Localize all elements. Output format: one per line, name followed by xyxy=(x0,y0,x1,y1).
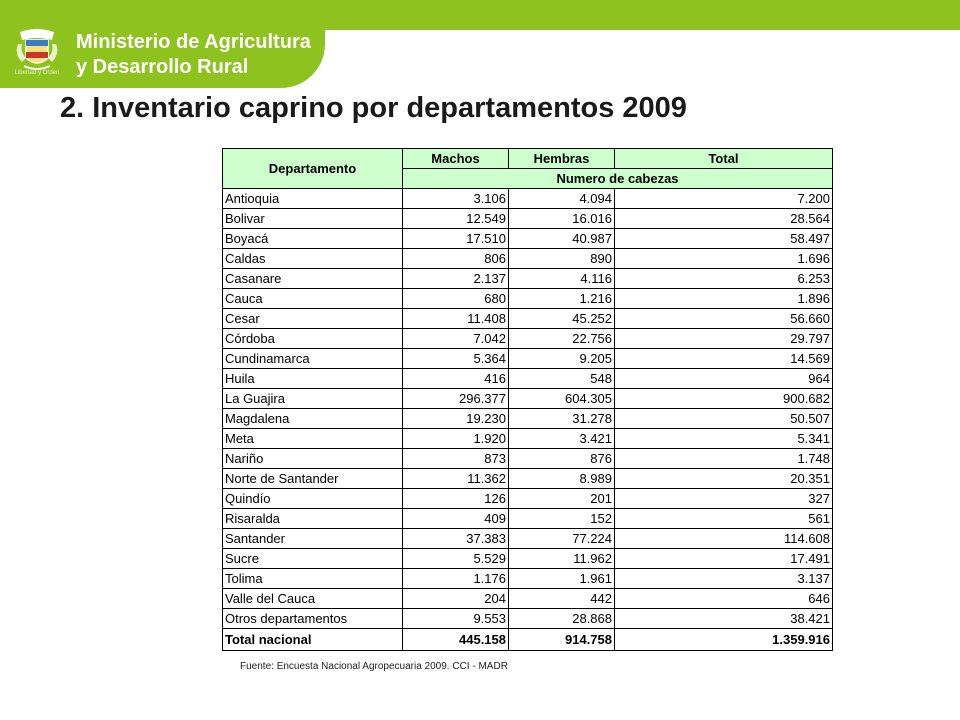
table-row xyxy=(223,589,833,609)
cell-machos: 9.553 xyxy=(403,609,509,629)
cell-departamento: Sucre xyxy=(223,549,403,569)
cell-hembras: 4.094 xyxy=(509,189,615,209)
cell-departamento: Casanare xyxy=(223,269,403,289)
cell-departamento: Cauca xyxy=(223,289,403,309)
cell-departamento: Nariño xyxy=(223,449,403,469)
cell-machos: 5.364 xyxy=(403,349,509,369)
table-header-row xyxy=(223,149,833,169)
ministry-brand-banner xyxy=(0,0,325,88)
cell-departamento: Valle del Cauca xyxy=(223,589,403,609)
cell-hembras: 876 xyxy=(509,449,615,469)
cell-total: 561 xyxy=(615,509,833,529)
cell-departamento: Quindío xyxy=(223,489,403,509)
table-row xyxy=(223,469,833,489)
cell-machos: 409 xyxy=(403,509,509,529)
cell-total: 58.497 xyxy=(615,229,833,249)
cell-total: 1.696 xyxy=(615,249,833,269)
seal-motto: Libertad y Orden xyxy=(14,70,60,76)
cell-hembras: 201 xyxy=(509,489,615,509)
cell-machos: 416 xyxy=(403,369,509,389)
cell-total: 38.421 xyxy=(615,609,833,629)
goat-inventory-table xyxy=(222,148,833,651)
total-label: Total nacional xyxy=(223,629,403,651)
cell-hembras: 152 xyxy=(509,509,615,529)
table-row xyxy=(223,429,833,449)
header-departamento: Departamento xyxy=(223,149,403,189)
table-row xyxy=(223,529,833,549)
cell-departamento: Risaralda xyxy=(223,509,403,529)
cell-hembras: 11.962 xyxy=(509,549,615,569)
table-row xyxy=(223,209,833,229)
cell-hembras: 28.868 xyxy=(509,609,615,629)
table-row xyxy=(223,309,833,329)
cell-hembras: 16.016 xyxy=(509,209,615,229)
cell-hembras: 890 xyxy=(509,249,615,269)
page-title: 2. Inventario caprino por departamentos 2009 xyxy=(60,92,687,124)
table-row xyxy=(223,409,833,429)
cell-total: 646 xyxy=(615,589,833,609)
cell-hembras: 77.224 xyxy=(509,529,615,549)
cell-departamento: Otros departamentos xyxy=(223,609,403,629)
table-row xyxy=(223,249,833,269)
cell-machos: 11.408 xyxy=(403,309,509,329)
header-total: Total xyxy=(615,149,833,169)
cell-departamento: Cesar xyxy=(223,309,403,329)
cell-machos: 1.920 xyxy=(403,429,509,449)
header-hembras: Hembras xyxy=(509,149,615,169)
cell-hembras: 442 xyxy=(509,589,615,609)
cell-machos: 126 xyxy=(403,489,509,509)
cell-machos: 1.176 xyxy=(403,569,509,589)
cell-total: 5.341 xyxy=(615,429,833,449)
cell-total: 900.682 xyxy=(615,389,833,409)
cell-departamento: Bolivar xyxy=(223,209,403,229)
cell-machos: 806 xyxy=(403,249,509,269)
table-row xyxy=(223,329,833,349)
colombia-coat-of-arms-icon xyxy=(12,28,62,74)
table-row xyxy=(223,269,833,289)
total-row xyxy=(223,629,833,651)
cell-hembras: 1.961 xyxy=(509,569,615,589)
table-row xyxy=(223,449,833,469)
cell-machos: 17.510 xyxy=(403,229,509,249)
cell-machos: 12.549 xyxy=(403,209,509,229)
cell-departamento: Cundinamarca xyxy=(223,349,403,369)
cell-departamento: Meta xyxy=(223,429,403,449)
cell-total: 14.569 xyxy=(615,349,833,369)
cell-departamento: Córdoba xyxy=(223,329,403,349)
table-row xyxy=(223,609,833,629)
cell-hembras: 22.756 xyxy=(509,329,615,349)
table-row xyxy=(223,509,833,529)
cell-machos: 680 xyxy=(403,289,509,309)
source-note: Fuente: Encuesta Nacional Agropecuaria 2009. CCI - MADR xyxy=(240,661,508,672)
cell-departamento: Norte de Santander xyxy=(223,469,403,489)
cell-total: 7.200 xyxy=(615,189,833,209)
cell-machos: 19.230 xyxy=(403,409,509,429)
table-row xyxy=(223,549,833,569)
cell-machos: 204 xyxy=(403,589,509,609)
cell-total: 20.351 xyxy=(615,469,833,489)
cell-total: 964 xyxy=(615,369,833,389)
cell-hembras: 1.216 xyxy=(509,289,615,309)
cell-machos: 2.137 xyxy=(403,269,509,289)
cell-departamento: Tolima xyxy=(223,569,403,589)
cell-machos: 296.377 xyxy=(403,389,509,409)
cell-hembras: 3.421 xyxy=(509,429,615,449)
cell-departamento: Caldas xyxy=(223,249,403,269)
header-unit: Numero de cabezas xyxy=(403,169,833,189)
cell-total: 28.564 xyxy=(615,209,833,229)
cell-total: 56.660 xyxy=(615,309,833,329)
cell-total: 29.797 xyxy=(615,329,833,349)
cell-departamento: Antioquia xyxy=(223,189,403,209)
table-row xyxy=(223,349,833,369)
cell-machos: 873 xyxy=(403,449,509,469)
cell-departamento: Boyacá xyxy=(223,229,403,249)
cell-total: 3.137 xyxy=(615,569,833,589)
cell-total: 114.608 xyxy=(615,529,833,549)
ministry-name-line1: Ministerio de Agricultura xyxy=(76,31,311,53)
cell-departamento: La Guajira xyxy=(223,389,403,409)
table-row xyxy=(223,389,833,409)
table-row xyxy=(223,229,833,249)
table-body xyxy=(223,189,833,629)
table-row xyxy=(223,569,833,589)
cell-machos: 3.106 xyxy=(403,189,509,209)
cell-machos: 37.383 xyxy=(403,529,509,549)
cell-hembras: 9.205 xyxy=(509,349,615,369)
ministry-name xyxy=(76,30,326,80)
ministry-name-line2: y Desarrollo Rural xyxy=(76,56,249,78)
cell-departamento: Santander xyxy=(223,529,403,549)
cell-hembras: 31.278 xyxy=(509,409,615,429)
cell-hembras: 604.305 xyxy=(509,389,615,409)
cell-hembras: 8.989 xyxy=(509,469,615,489)
table-row xyxy=(223,369,833,389)
cell-machos: 11.362 xyxy=(403,469,509,489)
cell-total: 1.748 xyxy=(615,449,833,469)
cell-hembras: 40.987 xyxy=(509,229,615,249)
cell-total: 50.507 xyxy=(615,409,833,429)
cell-hembras: 45.252 xyxy=(509,309,615,329)
total-machos: 445.158 xyxy=(403,629,509,651)
cell-machos: 5.529 xyxy=(403,549,509,569)
total-hembras: 914.758 xyxy=(509,629,615,651)
cell-departamento: Huila xyxy=(223,369,403,389)
cell-departamento: Magdalena xyxy=(223,409,403,429)
cell-total: 1.896 xyxy=(615,289,833,309)
table-row xyxy=(223,489,833,509)
cell-total: 17.491 xyxy=(615,549,833,569)
cell-hembras: 4.116 xyxy=(509,269,615,289)
table-row xyxy=(223,289,833,309)
cell-hembras: 548 xyxy=(509,369,615,389)
total-total: 1.359.916 xyxy=(615,629,833,651)
cell-total: 6.253 xyxy=(615,269,833,289)
cell-machos: 7.042 xyxy=(403,329,509,349)
table-row xyxy=(223,189,833,209)
header-machos: Machos xyxy=(403,149,509,169)
cell-total: 327 xyxy=(615,489,833,509)
